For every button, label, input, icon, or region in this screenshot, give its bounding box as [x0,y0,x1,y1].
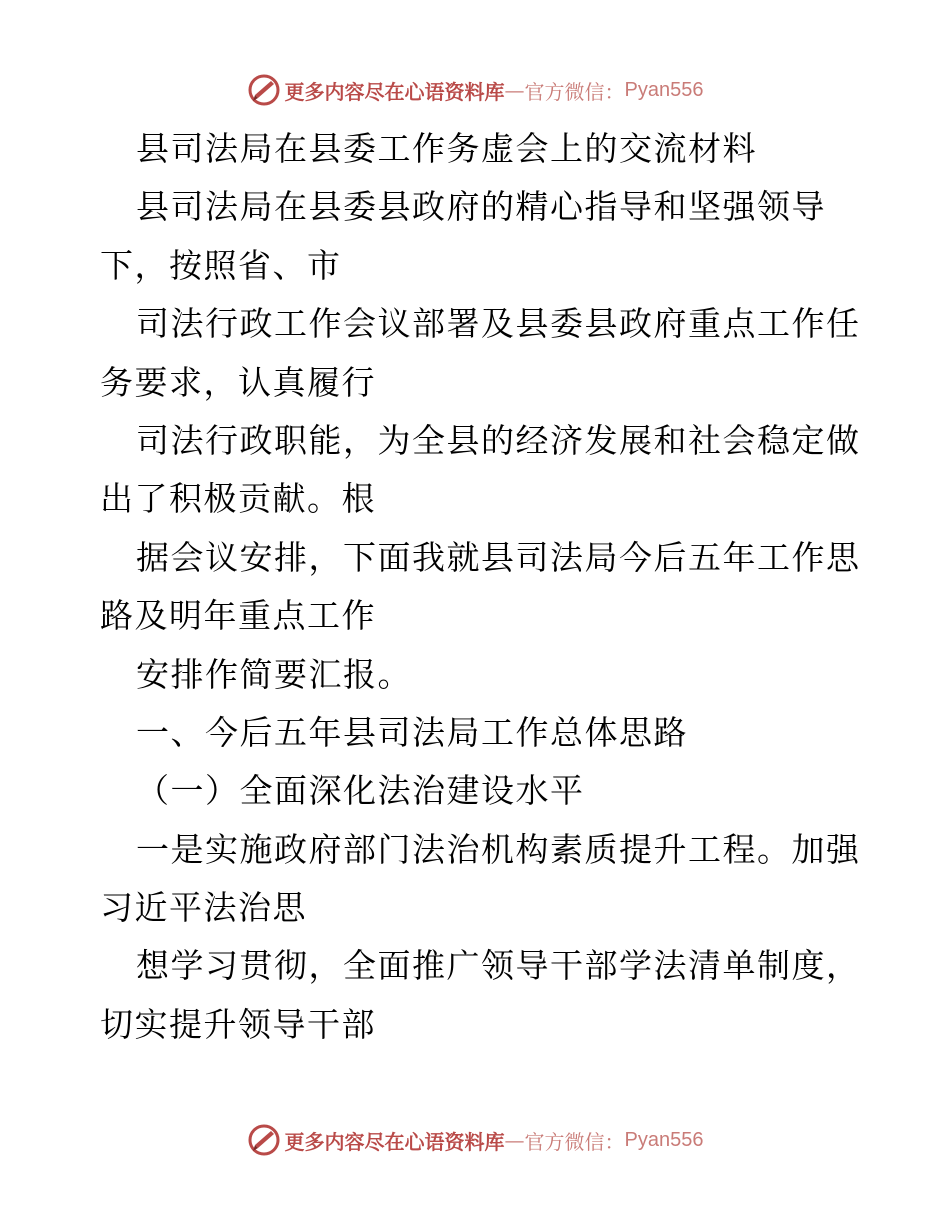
watermark-id: Pyan556 [624,1128,704,1151]
watermark-official: 官方微信： [524,1129,625,1154]
text-line: 司法行政职能，为全县的经济发展和社会稳定做 [136,420,860,460]
watermark-brand: 更多内容尽在心语资料库 [284,79,505,104]
text-line: 想学习贯彻，全面推广领导干部学法清单制度， [136,946,860,986]
text-line: 司法行政工作会议部署及县委县政府重点工作任 [136,304,860,344]
watermark-header [0,70,950,110]
text-line: 路及明年重点工作 [100,596,376,636]
text-line: 务要求，认真履行 [100,362,376,402]
text-line: 县司法局在县委县政府的精心指导和坚强领导 [136,187,826,227]
text-line: 县司法局在县委工作务虚会上的交流材料 [136,129,757,168]
brand-logo-icon [247,1123,281,1157]
text-line: 安排作简要汇报。 [136,654,412,694]
watermark-brand: 更多内容尽在心语资料库 [284,1129,505,1154]
text-line: 据会议安排，下面我就县司法局今后五年工作思 [136,537,860,577]
document-body [100,120,860,1054]
text-line: 出了积极贡献。根 [100,479,376,519]
watermark-dash: — [504,1128,525,1152]
watermark-id: Pyan556 [624,78,704,101]
text-line: 下，按照省、市 [100,245,342,285]
brand-logo-icon [247,73,281,107]
text-line: 习近平法治思 [100,888,307,928]
text-line: （一）全面深化法治建设水平 [136,771,585,811]
text-line: 一、今后五年县司法局工作总体思路 [136,712,688,752]
text-line: 切实提升领导干部 [100,1004,376,1044]
watermark-footer [0,1120,950,1160]
watermark-official: 官方微信： [524,79,625,104]
text-line: 一是实施政府部门法治机构素质提升工程。加强 [136,829,860,869]
watermark-dash: — [504,78,525,102]
